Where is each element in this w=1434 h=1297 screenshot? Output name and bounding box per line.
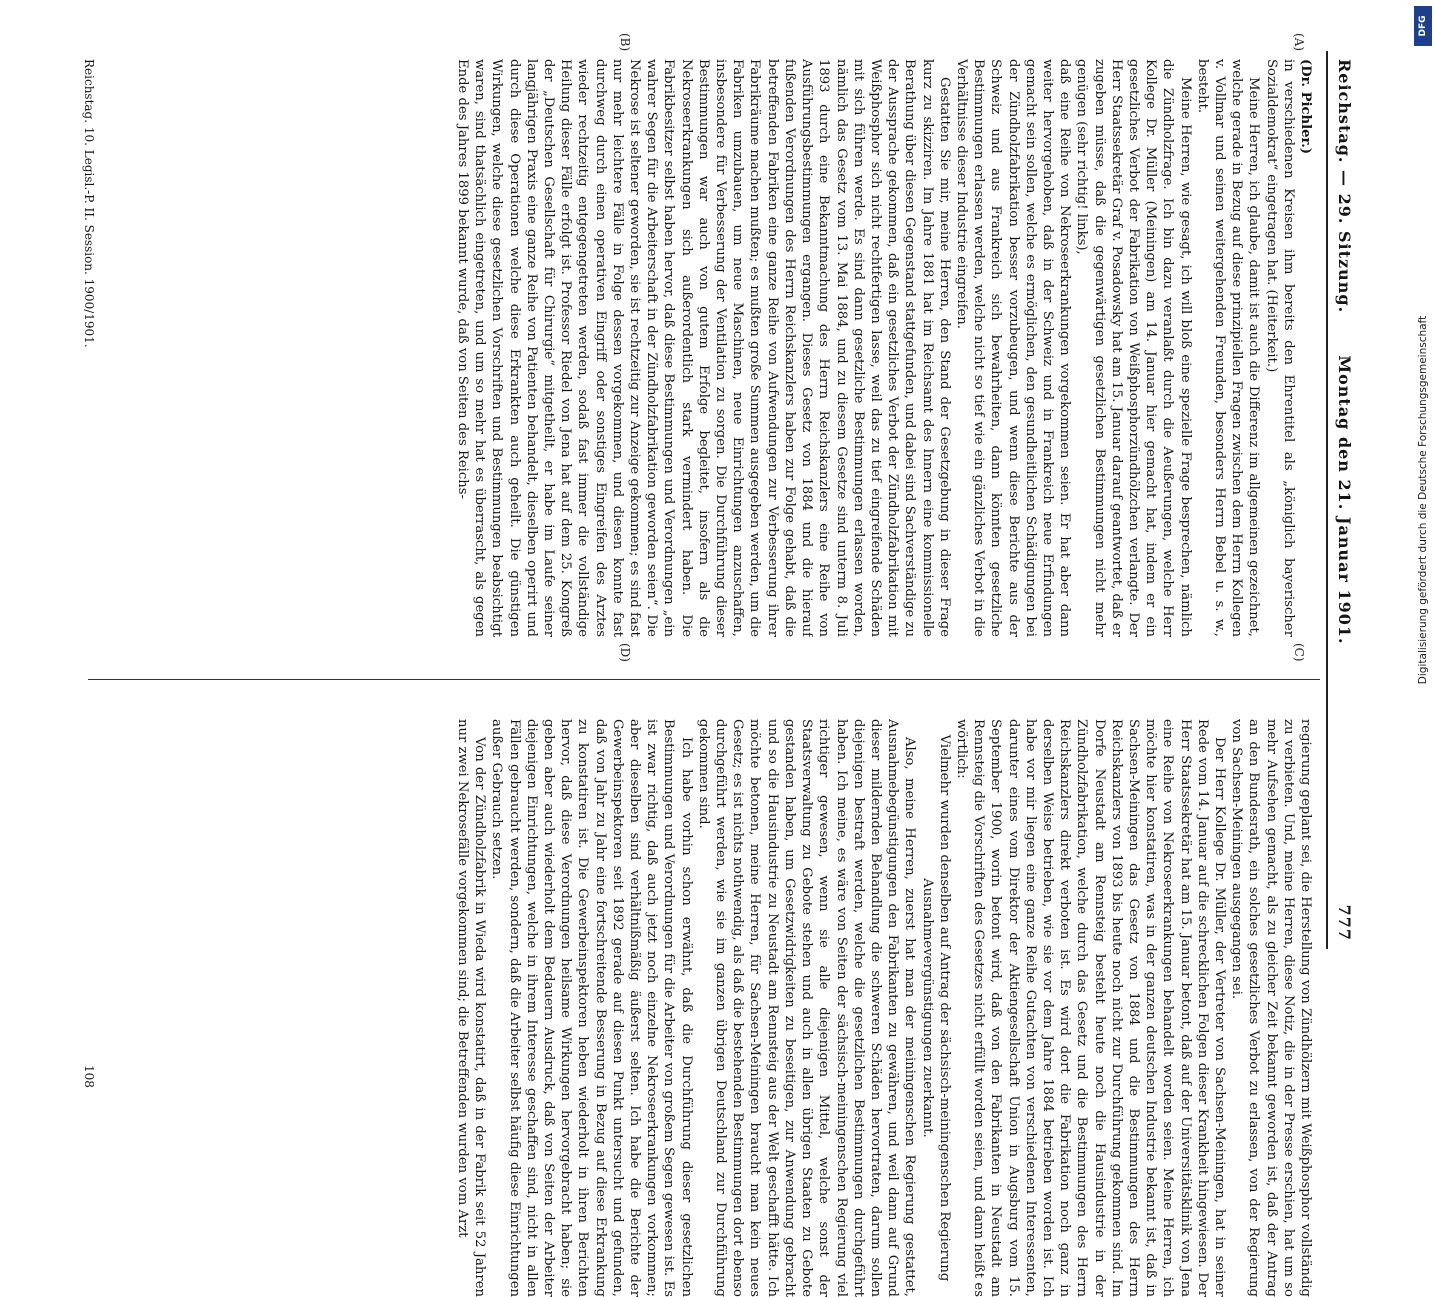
margin-marker-d: (D) — [618, 643, 632, 662]
header-rule — [1326, 51, 1328, 949]
paragraph: in verschiedenen Kreisen ihm bereits den Ehrentitel als „königlich bayerischer Sozialdemokrat“ eingetragen hat. (Heiterkeit.) — [1263, 59, 1296, 637]
paragraph: Der Herr Kollege Dr. Müller, der Vertreter von Sachsen-Meiningen, hat in seiner Rede vom 14. Januar auf die schrecklichen Folgen dieser Krankheit hingewiesen. Der Herr Staatssekretär hat am 15. Januar betont, daß auf der Universitätsklinik von Jena eine Reihe von Nekroseerkrankungen behandelt worden seien. Meine Herren, ich möchte hier konstatiren, was in der ganzen deutschen Industrie bekannt ist, daß in Sachsen-Meiningen das Gesetz von 1884 und die Bestimmungen des Herrn Reichskanzlers von 1893 bis heute noch nicht zur Durchführung gekommen sind. Im Dorfe Neustadt am Rennsteig besteht heute noch die Hausindustrie in der Zündholzfabrikation, welche durch das Gesetz und die Bestimmungen des Herrn Reichskanzlers direkt verboten ist. Es wird dort die Fabrikation noch ganz in derselben Weise betrieben, wie sie vor dem Jahre 1884 betrieben worden ist. Ich habe vor mir liegen eine ganze Reihe Gutachten von verschiedenen Interessenten, darunter eines vom Direktor der Aktiengesellschaft Union in Augsburg vom 15. September 1900, worin betont wird, daß von den Fabrikanten in Neustadt am Rennsteig die Vorschriften des Gesetzes nicht erfüllt worden seien, und dann heißt es wörtlich: — [953, 719, 1227, 1297]
newspaper-page — [62, 25, 1372, 1297]
digitization-credit — [1412, 0, 1434, 1000]
paragraph: regierung geplant sei, die Herstellung von Zündhölzern mit Weißphosphor vollständig zu verbieten. Und, meine Herren, diese Notiz, die in der Presse erschien, hat um so mehr Aufsehen gemacht, als zu gleicher Zeit bekannt geworden ist, daß der Antrag an den Bundesrath, ein solches gesetzliches Verbot zu erlassen, von der Regierung von Sachsen-Meiningen ausgegangen sei. — [1229, 719, 1313, 1297]
page-header — [1332, 51, 1354, 949]
margin-marker-b: (B) — [618, 33, 632, 52]
column-divider — [88, 679, 1320, 680]
page-number: 777 — [1335, 904, 1354, 941]
signature-mark: 108 — [82, 1065, 96, 1088]
paragraph: daß eine Reihe von Nekroseerkrankungen vorgekommen seien. Er hat aber dann weiter hervorgehoben, daß in der Schweiz und in Frankreich neue Erfindungen gemacht sein sollen, welche es ermöglichen, den gesundheitlichen Schädigungen bei der Zündholzfabrikation besser vorzubeugen, und wenn diese Berichte aus der Schweiz und aus Frankreich sich bewahrheiten, dann könnten gesetzliche Bestimmungen erlassen werden, welche nicht so tief wie ein gänzliches Verbot in die Verhältnisse dieser Industrie eingreifen. — [953, 59, 1073, 637]
right-column — [99, 719, 1314, 1297]
dfg-logo-text: DFG — [1418, 15, 1428, 37]
credit-text: Digitalisierung gefördert durch die Deutsche Forschungsgemeinschaft — [1417, 315, 1429, 685]
speaker-label: (Dr. Pichler.) — [1298, 59, 1313, 155]
paragraph: Ich habe vorhin schon erwähnt, daß die Durchführung dieser gesetzlichen Bestimmungen und Verordnungen für die Arbeiter von großem Segen gewesen ist. Es ist zwar richtig, daß auch jetzt noch einzelne Nekroseerkrankungen vorkommen; aber dieselben sind verhältnißmäßig äußerst selten. Ich habe die Berichte der Gewerbeinspektoren seit 1892 gerade auf diesen Punkt untersucht und gefunden, daß von Jahr zu Jahr eine fortschreitende Besserung in Bezug auf diese Erkrankung zu konstatiren ist. Die Gewerbeinspektoren heben wiederholt in ihren Berichten hervor, daß diese Verordnungen heilsame Wirkungen hervorgebracht haben; sie geben aber auch wiederholt dem Bedauern Ausdruck, daß von Seiten der Arbeiter diejenigen Einrichtungen, welche in ihrem Interesse geschaffen sind, nicht in allen Fällen gebraucht werden, sondern, daß die Arbeiter selbst häufig diese Einrichtungen außer Gebrauch setzen. — [489, 719, 694, 1297]
header-date: Montag den 21. Januar 1901. — [1335, 355, 1354, 645]
paragraph: Meine Herren, ich glaube, damit ist auch die Differenz im allgemeinen gezeichnet, welche gerade in Bezug auf diese prinzipiellen Fragen zwischen dem Herrn Kollegen v. Vollmar und seinen weitergehenden Freunden, besonders Herrn Bebel u. s. w., besteht. — [1194, 59, 1262, 637]
margin-marker-a: (A) — [1292, 33, 1306, 52]
paragraph: Gestatten Sie mir, meine Herren, den Stand der Gesetzgebung in dieser Frage kurz zu skizziren. Im Jahre 1881 hat im Reichsamt des Innern eine kommissionelle Berathung über diesen Gegenstand stattgefunden, und dabei sind Sachverständige zu der Aussprache gekommen, daß ein gesetzliches Verbot der Zündholzfabrikation mit Weißphosphor sich nicht rechtfertigen lasse, weil das zu tief eingreifende Schäden mit sich führen werde. Es sind dann gesetzliche Bestimmungen erlassen worden, nämlich das Gesetz vom 13. Mai 1884, und zu diesem Gesetze sind unterm 8. Juli 1893 durch eine Bekanntmachung des Herrn Reichskanzlers eine Reihe von Ausführungsbestimmungen ergangen. Dieses Gesetz von 1884 und die hierauf fußenden Verordnungen des Herrn Reichskanzlers haben zur Folge gehabt, daß die betreffenden Fabriken eine ganze Reihe von Aufwendungen zur Verbesserung ihrer Fabrikräume machen mußten; es mußten große Summen ausgegeben werden, um die Fabriken umzubauen, um neue Maschinen, neue Einrichtungen anzuschaffen, insbesondere für Verbesserung der Ventilation zu sorgen. Die Durchführung dieser Bestimmungen war auch von gutem Erfolge begleitet, insofern als die Nekroseerkrankungen sich außerordentlich stark vermindert haben. Die Fabrikbesitzer selbst haben hervor, daß diese Bestimmungen und Verordnungen „ein wahrer Segen für die Arbeiterschaft in der Zündholzfabrikation geworden seien“. Die Nekrose ist seltener geworden, sie ist rechtzeitig zur Anzeige gekommen; es sind fast nur mehr leichtere Fälle in Folge dessen vorgekommen, und diesen konnte fast durchweg durch einen operativen Eingriff oder sonstiges Eingreifen des Arztes wieder rechtzeitig entgegengetreten werden, sodaß fast immer die vollständige Heilung dieser Fälle erfolgt ist. Professor Riedel von Jena hat auf dem 25. Kongreß der „Deutschen Gesellschaft für Chirurgie“ mitgetheilt, er habe im Laufe seiner langjährigen Praxis eine ganze Reihe von Patienten behandelt, dieselben operirt und durch diese Operationen welche diese Erkrankten auch geheilt. Die günstigen Wirkungen, welche diese gesetzlichen Vorschriften und Bestimmungen beabsichtigt waren, sind thatsächlich eingetreten, und um so mehr hat es überrascht, als gegen Ende des Jahres 1899 bekannt wurde, daß von Seiten des Reichs- — [455, 59, 952, 637]
header-title: Reichstag. — 29. Sitzung. — [1335, 59, 1354, 314]
paragraph: Also, meine Herren, zuerst hat man der meiningenschen Regierung gestattet, Ausnahmebegünstigungen den Fabrikanten zu gewähren, und weil dann auf Grund dieser mildernden Behandlung die schweren Schäden hervortraten, darum sollen diejenigen bestraft werden, welche die gesetzlichen Bestimmungen durchgeführt haben. Ich meine, es wäre von Seiten der sächsisch-meiningenschen Regierung viel richtiger gewesen, wenn sie alle diejenigen Mittel, welche sonst der Staatsverwaltung zu Gebote stehen und auch in allen übrigen Staaten zu Gebote gestanden haben, um Gesetzwidrigkeiten zu beseitigen, zur Anwendung gebracht und so die Hausindustrie zu Neustadt am Rennsteig aus der Welt geschafft hätte. Ich möchte betonen, meine Herren, für Sachsen-Meiningen braucht man kein neues Gesetz; es ist nichts nothwendig, als daß die bestehenden Bestimmungen dort ebenso durchgeführt werden, wie sie im ganzen übrigen Deutschland zur Durchführung gekommen sind. — [695, 719, 918, 1297]
left-column — [99, 59, 1314, 637]
paragraph: Meine Herren, wie gesagt, ich will bloß eine spezielle Frage besprechen, nämlich die Zündholzfrage. Ich bin dazu veranlaßt durch die Aeußerungen, welche Herr Kollege Dr. Müller (Meiningen) am 14. Januar hier gemacht hat, indem er ein gesetzliches Verbot der Fabrikation von Weißphosphorzündhölzchen verlangte. Der Herr Staatssekretär Graf v. Posadowsky hat am 15. Januar darauf geantwortet, daß er zugeben müsse, daß die gegenwärtigen gesetzlichen Bestimmungen nicht mehr genügen (sehr richtig! links), — [1074, 59, 1193, 637]
paragraph: Von der Zündholzfabrik in Wieda wird konstatirt, daß in der Fabrik seit 52 Jahren nur zwei Nekrosefälle vorgekommen sind; die Betreffenden wurden vom Arzt — [455, 719, 488, 1297]
dfg-logo-icon — [1414, 6, 1432, 46]
page-footer: Reichstag. 10. Legisl.-P. II. Session. 1900/1901. — [82, 59, 96, 348]
margin-marker-c: (C) — [1292, 643, 1306, 662]
quotation: Vielmehr wurden denselben auf Antrag der sächsisch-meiningenschen Regierung Ausnahmevergünstigungen zuerkannt. — [919, 734, 952, 1282]
